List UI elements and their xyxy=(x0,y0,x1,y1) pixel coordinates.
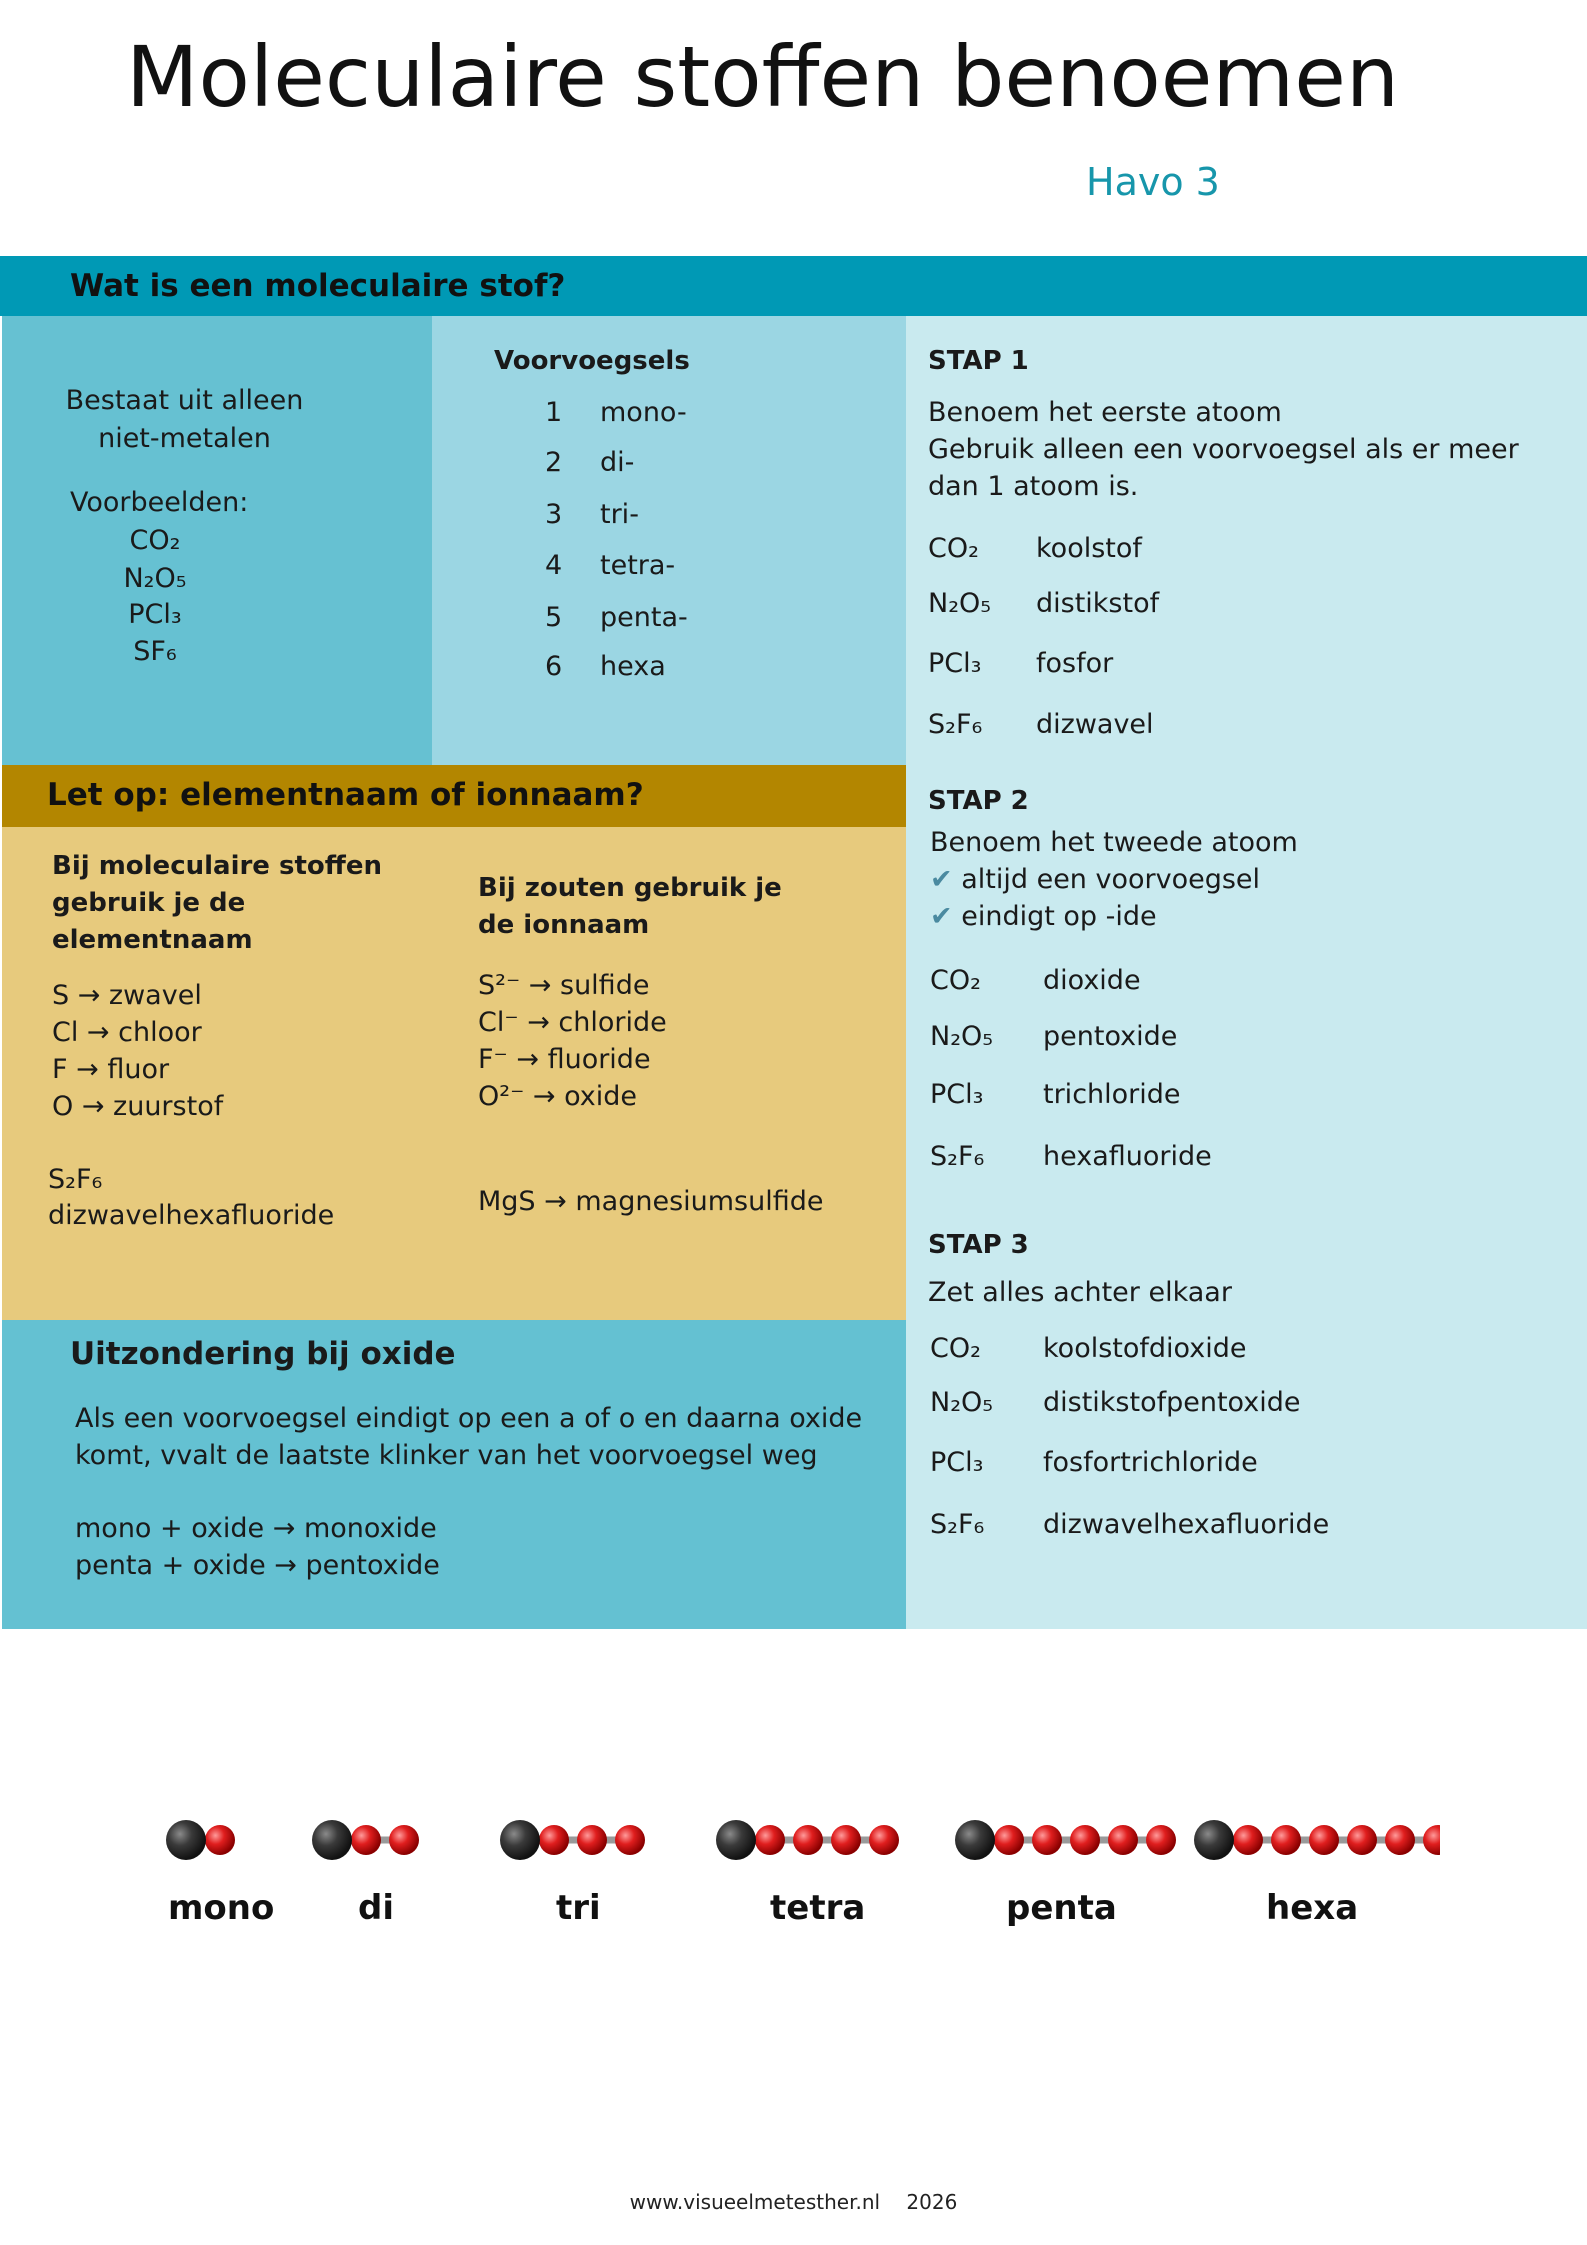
step2-name: dioxide xyxy=(1043,965,1141,996)
page-title: Moleculaire stoffen benoemen xyxy=(126,28,1400,126)
step3-title: STAP 3 xyxy=(928,1230,1029,1260)
ion-name-item: O²⁻ → oxide xyxy=(478,1081,638,1112)
element-name-item: F → fluor xyxy=(52,1054,170,1085)
prefix-number: 5 xyxy=(545,602,563,633)
section-title-molecular: Wat is een moleculaire stof? xyxy=(70,268,566,304)
carbon-atom xyxy=(312,1820,352,1860)
definition-box xyxy=(2,316,432,765)
carbon-atom xyxy=(166,1820,206,1860)
prefix-name: penta- xyxy=(600,602,688,633)
prefix-name: tetra- xyxy=(600,550,676,581)
prefix-name: hexa xyxy=(600,651,666,682)
exception-example: mono + oxide → monoxide xyxy=(75,1513,437,1544)
step2-line: Benoem het tweede atoom xyxy=(930,827,1298,858)
oxygen-atom xyxy=(1233,1825,1263,1855)
prefixes-box xyxy=(432,316,906,765)
oxygen-atom xyxy=(1032,1825,1062,1855)
carbon-atom xyxy=(955,1820,995,1860)
oxygen-atom xyxy=(994,1825,1024,1855)
step1-title: STAP 1 xyxy=(928,346,1029,376)
molecule-label-hexa: hexa xyxy=(1266,1888,1359,1928)
step2-check-line xyxy=(930,898,1157,936)
exception-example: penta + oxide → pentoxide xyxy=(75,1550,440,1581)
step2-formula: CO₂ xyxy=(930,965,981,996)
element-name-item: Cl → chloor xyxy=(52,1017,202,1048)
ion-name-item: S²⁻ → sulfide xyxy=(478,970,650,1001)
exception-box xyxy=(2,1320,906,1629)
step3-formula: N₂O₅ xyxy=(930,1387,994,1418)
examples-label: Voorbeelden: xyxy=(70,487,249,518)
oxygen-atom xyxy=(831,1825,861,1855)
prefix-name: di- xyxy=(600,447,635,478)
oxygen-atom xyxy=(577,1825,607,1855)
step3-formula: S₂F₆ xyxy=(930,1509,985,1540)
carbon-atom xyxy=(716,1820,756,1860)
step3-formula: CO₂ xyxy=(930,1333,981,1364)
molecule-illustrations xyxy=(160,1810,1440,1870)
ion-name-item: F⁻ → fluoride xyxy=(478,1044,651,1075)
molecule-label-mono: mono xyxy=(168,1888,275,1928)
prefix-number: 4 xyxy=(545,550,563,581)
ion-name-item: Cl⁻ → chloride xyxy=(478,1007,667,1038)
step2-formula: N₂O₅ xyxy=(930,1021,994,1052)
step3-name: dizwavelhexafluoride xyxy=(1043,1509,1330,1540)
oxygen-atom xyxy=(869,1825,899,1855)
oxygen-atom xyxy=(389,1825,419,1855)
oxygen-atom xyxy=(205,1825,235,1855)
exception-title: Uitzondering bij oxide xyxy=(70,1336,456,1372)
step1-formula: N₂O₅ xyxy=(928,588,992,619)
example-formula: N₂O₅ xyxy=(123,563,187,594)
footer-site: www.visueelmetesther.nl xyxy=(629,2190,881,2214)
step1-line: dan 1 atoom is. xyxy=(928,471,1139,502)
carbon-atom xyxy=(1194,1820,1234,1860)
checkmark-icon: ✔ xyxy=(930,901,953,932)
step1-name: distikstof xyxy=(1036,588,1160,619)
step1-name: dizwavel xyxy=(1036,709,1154,740)
oxygen-atom xyxy=(1146,1825,1176,1855)
section-header-attention xyxy=(2,765,906,827)
page-subtitle: Havo 3 xyxy=(1086,160,1220,204)
oxygen-atom xyxy=(1070,1825,1100,1855)
prefix-name: mono- xyxy=(600,397,687,428)
prefix-number: 1 xyxy=(545,397,563,428)
attention-box xyxy=(2,827,906,1320)
oxygen-atom xyxy=(1271,1825,1301,1855)
section-header-molecular xyxy=(0,256,1587,316)
left-heading-line: Bij moleculaire stoffen xyxy=(52,851,382,881)
step2-check-line xyxy=(930,861,1260,899)
molecule-label-tri: tri xyxy=(556,1888,601,1928)
footer-year: 2026 xyxy=(906,2190,958,2214)
step1-formula: PCl₃ xyxy=(928,648,982,679)
prefix-name: tri- xyxy=(600,499,639,530)
step1-name: koolstof xyxy=(1036,533,1142,564)
step1-formula: CO₂ xyxy=(928,533,979,564)
left-heading-line: elementnaam xyxy=(52,925,253,955)
oxygen-atom xyxy=(793,1825,823,1855)
right-heading-line: Bij zouten gebruik je xyxy=(478,873,782,903)
step2-line: altijd een voorvoegsel xyxy=(961,864,1261,895)
left-heading-line: gebruik je de xyxy=(52,888,246,918)
element-name-item: S → zwavel xyxy=(52,980,202,1011)
step1-formula: S₂F₆ xyxy=(928,709,983,740)
step2-name: trichloride xyxy=(1043,1079,1181,1110)
step3-line: Zet alles achter elkaar xyxy=(928,1277,1232,1308)
prefixes-title: Voorvoegsels xyxy=(494,346,690,376)
example-formula: SF₆ xyxy=(133,636,177,667)
exception-line: Als een voorvoegsel eindigt op een a of o en daarna oxide xyxy=(75,1403,863,1434)
example-formula: PCl₃ xyxy=(128,599,182,630)
element-name-item: O → zuurstof xyxy=(52,1091,224,1122)
footer xyxy=(0,2190,1587,2214)
step2-formula: S₂F₆ xyxy=(930,1141,985,1172)
molecule-label-tetra: tetra xyxy=(770,1888,866,1928)
oxygen-atom xyxy=(539,1825,569,1855)
example-formula: CO₂ xyxy=(129,525,181,556)
left-example-formula: S₂F₆ xyxy=(48,1164,103,1195)
oxygen-atom xyxy=(1385,1825,1415,1855)
molecule-label-penta: penta xyxy=(1006,1888,1117,1928)
definition-line-1: Bestaat uit alleen xyxy=(65,385,304,416)
oxygen-atom xyxy=(755,1825,785,1855)
oxygen-atom xyxy=(615,1825,645,1855)
step2-line: eindigt op -ide xyxy=(961,901,1157,932)
oxygen-atom xyxy=(1108,1825,1138,1855)
left-example-name: dizwavelhexafluoride xyxy=(48,1200,335,1231)
step3-name: koolstofdioxide xyxy=(1043,1333,1247,1364)
molecule-label-di: di xyxy=(358,1888,394,1928)
steps-box xyxy=(906,316,1587,1629)
oxygen-atom xyxy=(351,1825,381,1855)
definition-line-2: niet-metalen xyxy=(98,423,271,454)
step1-line: Gebruik alleen een voorvoegsel als er meer xyxy=(928,434,1519,465)
oxygen-atom xyxy=(1423,1825,1440,1855)
oxygen-atom xyxy=(1309,1825,1339,1855)
checkmark-icon: ✔ xyxy=(930,864,953,895)
section-title-attention: Let op: elementnaam of ionnaam? xyxy=(47,777,644,813)
step3-name: fosfortrichloride xyxy=(1043,1447,1258,1478)
prefix-number: 2 xyxy=(545,447,563,478)
step3-formula: PCl₃ xyxy=(930,1447,984,1478)
step2-name: hexafluoride xyxy=(1043,1141,1212,1172)
step1-name: fosfor xyxy=(1036,648,1114,679)
step2-title: STAP 2 xyxy=(928,786,1029,816)
step3-name: distikstofpentoxide xyxy=(1043,1387,1301,1418)
carbon-atom xyxy=(500,1820,540,1860)
right-heading-line: de ionnaam xyxy=(478,910,650,940)
prefix-number: 6 xyxy=(545,651,563,682)
oxygen-atom xyxy=(1347,1825,1377,1855)
step2-formula: PCl₃ xyxy=(930,1079,984,1110)
step2-name: pentoxide xyxy=(1043,1021,1178,1052)
exception-line: komt, vvalt de laatste klinker van het voorvoegsel weg xyxy=(75,1440,818,1471)
prefix-number: 3 xyxy=(545,499,563,530)
step1-line: Benoem het eerste atoom xyxy=(928,397,1282,428)
right-example: MgS → magnesiumsulfide xyxy=(478,1186,824,1217)
